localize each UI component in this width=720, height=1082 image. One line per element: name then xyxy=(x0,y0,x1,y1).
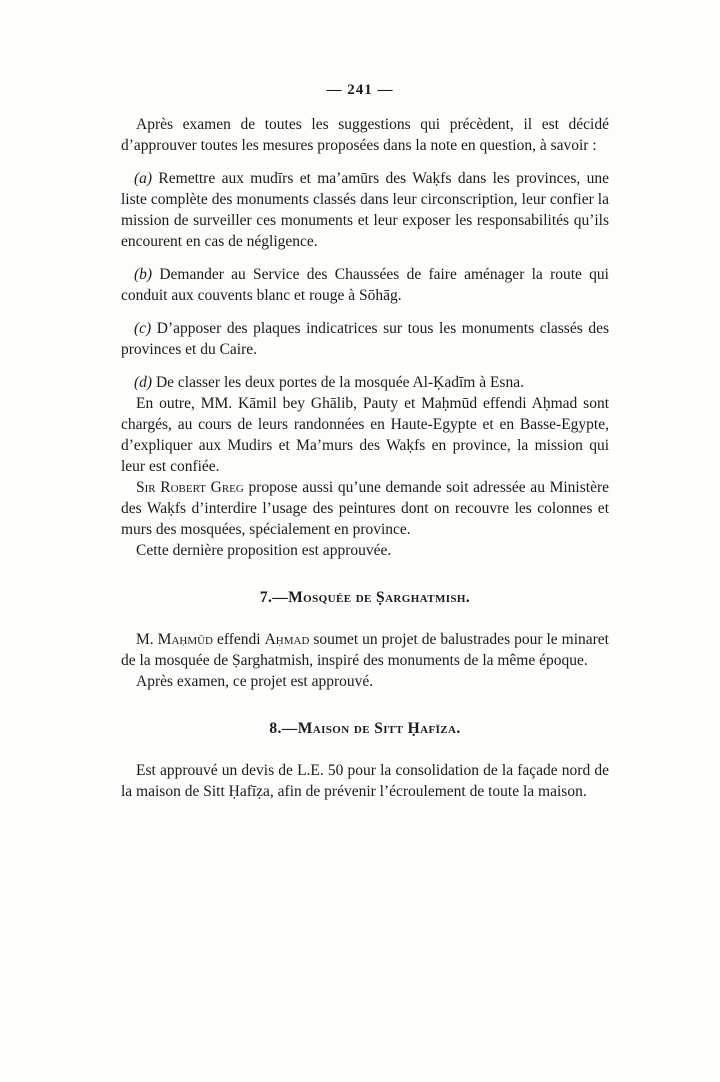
list-item-a xyxy=(121,168,609,252)
section-7-text-2: effendi xyxy=(213,631,265,648)
section-7-text-1: M. xyxy=(136,631,158,648)
list-item-b xyxy=(121,264,609,306)
item-c-label: (c) xyxy=(134,320,152,337)
list-item-d xyxy=(121,372,609,393)
paragraph-intro: Après examen de toutes les suggestions qui précèdent, il est décidé d’approuver toutes les mesures proposées dans la note en question, à savoir : xyxy=(121,116,609,154)
section-8-heading: 8.—Maison de Sitt Ḥafīza. xyxy=(269,720,461,737)
speaker-name: Sir Robert Greg xyxy=(136,479,244,496)
list-item-c xyxy=(121,318,609,360)
name-mahmud: Maḥmūd xyxy=(157,631,213,648)
item-b-text: Demander au Service des Chaussées de faire aménager la route qui conduit aux couvents blanc et rouge à Sōhāg. xyxy=(121,266,609,304)
paragraph-greg-text: propose aussi qu’une demande soit adressée au Ministère des Waḳfs d’interdire l’usage des peintures dont on recouvre les colonnes et murs des mosquées, spécialement en province. xyxy=(121,479,609,538)
name-ahmad: Aḥmad xyxy=(264,631,310,648)
section-7-heading: 7.—Mosquée de Ṣarghatmish. xyxy=(259,589,471,606)
item-a-label: (a) xyxy=(134,170,153,187)
item-b-label: (b) xyxy=(134,266,153,283)
item-a-text: Remettre aux mudīrs et ma’amūrs des Waḳfs dans les provinces, une liste complète des monuments classés dans leur circonscription, leur confier la mission de surveiller ces monuments et leur exposer les responsabilités qu’ils encourent en cas de négligence. xyxy=(121,170,609,250)
section-8-paragraph-1: Est approuvé un devis de L.E. 50 pour la consolidation de la façade nord de la maison de Sitt Ḥafīẓa, afin de prévenir l’écroulement de toute la maison. xyxy=(121,762,609,800)
item-c-text: D’apposer des plaques indicatrices sur tous les monuments classés des provinces et du Caire. xyxy=(121,320,609,358)
page-number: — 241 — xyxy=(326,82,394,98)
paragraph-sir-robert-greg xyxy=(121,477,609,540)
item-d-label: (d) xyxy=(134,374,153,391)
section-7-text-3: soumet un projet de balustrades pour le minaret de la mosquée de Ṣarghatmish, inspiré des monuments de la même époque. xyxy=(121,631,609,669)
section-7-paragraph-1 xyxy=(121,629,609,671)
section-7-paragraph-2: Après examen, ce projet est approuvé. xyxy=(136,673,374,690)
item-d-text: De classer les deux portes de la mosquée Al-Ḳadīm à Esna. xyxy=(152,374,524,391)
paragraph-en-outre: En outre, MM. Kāmil bey Ghālib, Pauty et Maḥmūd effendi Aḥmad sont chargés, au cours de leurs randonnées en Haute-Egypte et en Basse-Egypte, d’expliquer aux Mudirs et Ma’murs des Waḳfs en province, la mission qui leur est confiée. xyxy=(121,395,609,475)
paragraph-approbation: Cette dernière proposition est approuvée. xyxy=(136,542,392,559)
page-content xyxy=(121,114,609,802)
